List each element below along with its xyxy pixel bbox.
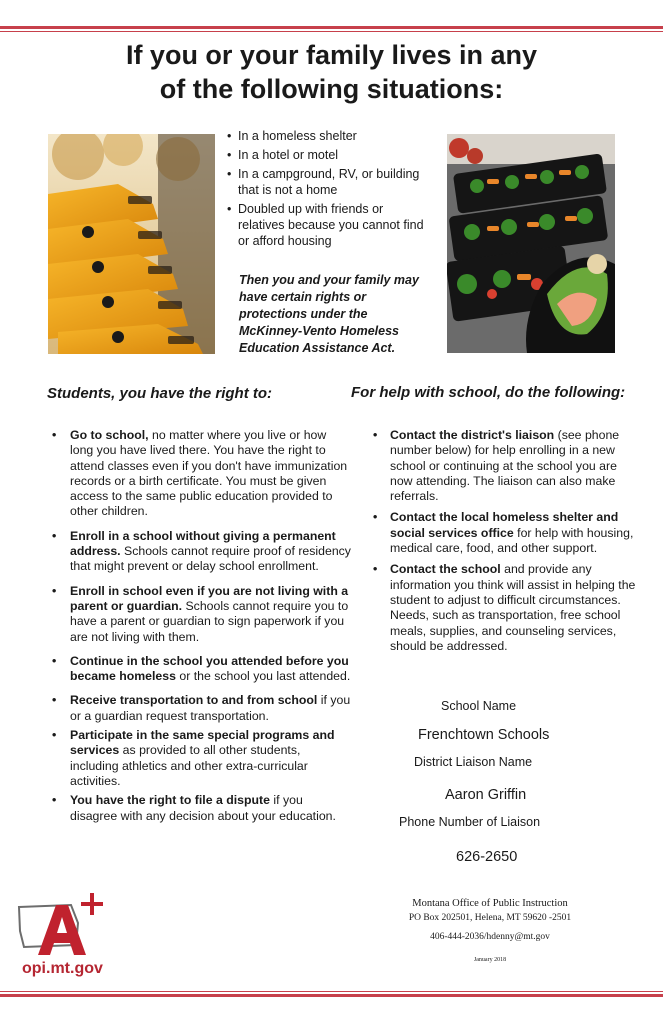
item-bold: Continue in the school you attended before you became homeless xyxy=(70,653,349,684)
bottom-rule-thin xyxy=(0,991,663,992)
office-address: PO Box 202501, Helena, MT 59620 -2501 xyxy=(408,913,572,923)
rights-note: Then you and your family may have certain rights or protections under the McKinney-Vento Homeless Education Assistance Act. xyxy=(239,273,419,355)
list-item xyxy=(49,693,351,724)
item-text: for help with housing, medical care, food, and other support. xyxy=(390,525,634,556)
list-item xyxy=(49,728,351,789)
item-text: no matter where you live or how long you have lived there. You have the right to attend classes even if you don't have immunization records or a birth certificate. You must be given access to the same public education provided to other children. xyxy=(70,428,348,519)
help-steps-list xyxy=(370,428,640,660)
students-rights-list xyxy=(49,428,351,833)
top-rule xyxy=(0,26,663,29)
situation-item: • Doubled up with friends or relatives because you cannot find or afford housing xyxy=(227,201,427,249)
title-line-2: of the following situations: xyxy=(159,74,504,104)
office-name: Montana Office of Public Instruction xyxy=(412,898,568,909)
item-bold: Go to school, xyxy=(70,428,149,442)
page-title xyxy=(0,38,663,106)
item-text: or the school you last attended. xyxy=(175,669,351,684)
item-bold: Contact the school xyxy=(390,562,501,577)
help-heading: For help with school, do the following: xyxy=(351,384,626,401)
school-name-label: School Name xyxy=(441,699,517,713)
situation-item: • In a hotel or motel xyxy=(227,147,427,163)
liaison-phone-value: 626-2650 xyxy=(456,849,518,865)
list-item xyxy=(49,584,351,645)
item-bold: Participate in the same special programs and services xyxy=(70,728,335,758)
item-bold: Enroll in school even if you are not living with a parent or guardian. xyxy=(70,583,349,613)
item-bold: Contact the district's liaison xyxy=(390,428,555,442)
situation-item: • In a campground, RV, or building that is not a home xyxy=(227,166,427,198)
item-bold: You have the right to file a dispute xyxy=(70,793,270,808)
top-rule-thin xyxy=(0,31,663,32)
list-item xyxy=(49,529,351,575)
list-item xyxy=(49,654,351,685)
opi-url[interactable]: opi.mt.gov xyxy=(22,960,103,977)
item-text: Schools cannot require proof of residency that might prevent or delay school enrollment. xyxy=(70,544,351,574)
liaison-phone-label: Phone Number of Liaison xyxy=(399,815,541,829)
title-line-1: If you or your family lives in any xyxy=(125,40,538,70)
school-name-value: Frenchtown Schools xyxy=(418,727,550,743)
bottom-rule xyxy=(0,994,663,997)
list-item xyxy=(370,510,640,556)
list-item xyxy=(49,793,351,824)
students-heading: Students, you have the right to: xyxy=(47,385,273,402)
liaison-name-label: District Liaison Name xyxy=(414,755,533,769)
list-item xyxy=(49,428,351,520)
grade-a-icon xyxy=(38,905,86,955)
item-bold: Receive transportation to and from school xyxy=(70,693,318,708)
item-text: if you disagree with any decision about your education. xyxy=(70,793,336,823)
opi-logo xyxy=(16,893,108,957)
item-text: as provided to all other students, including athletics and other extra-curricular activities. xyxy=(70,743,308,788)
office-phone-email[interactable]: 406-444-2036/hdenny@mt.gov xyxy=(430,932,550,942)
school-buses-photo xyxy=(48,134,215,354)
publication-date: January 2018 xyxy=(473,957,507,963)
situation-item: • In a homeless shelter xyxy=(227,128,427,144)
item-text: if you or a guardian request transportation. xyxy=(70,693,351,723)
list-item xyxy=(370,562,640,654)
item-bold: Contact the local homeless shelter and social services office xyxy=(390,510,619,540)
school-meal-trays-photo xyxy=(447,134,615,353)
situations-list xyxy=(227,128,427,252)
item-text: and provide any information you think will assist in helping the student to adjust to difficult circumstances. Needs, such as transportation, free school meals, supplies, and counseling services, should be addressed. xyxy=(390,562,636,653)
item-text: (see phone number below) for help enrolling in a new school or continuing at the school you are now attending. The liaison can also make referrals. xyxy=(390,428,620,504)
item-text: Schools cannot require you to have a parent or guardian to sign paperwork if you are not living with them. xyxy=(70,598,349,644)
liaison-name-value: Aaron Griffin xyxy=(445,787,527,803)
list-item xyxy=(370,428,640,504)
item-bold: Enroll in a school without giving a permanent address. xyxy=(70,528,336,559)
